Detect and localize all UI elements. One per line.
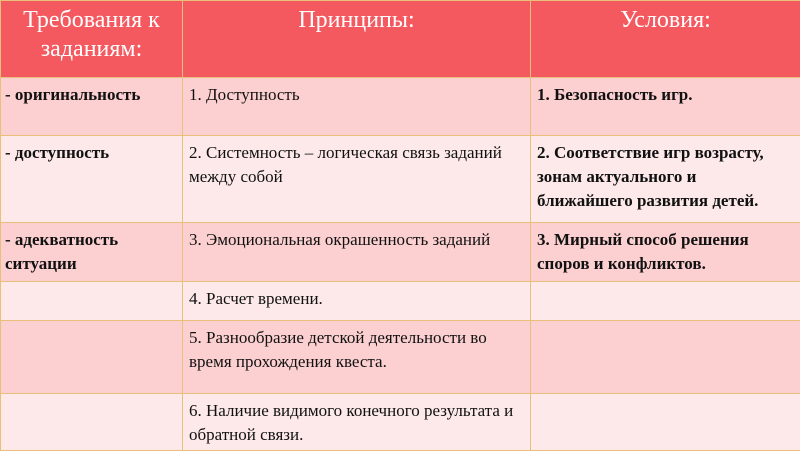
principle-cell: 5. Разнообразие детской деятельности во время прохождения квеста. [183,321,531,394]
requirement-cell [1,321,183,394]
requirement-cell [1,282,183,321]
requirement-cell: - адекватность ситуации [1,223,183,282]
condition-cell [531,394,800,451]
table-row [1,136,800,223]
condition-cell: 3. Мирный способ решения споров и конфликтов. [531,223,800,282]
table-row [1,394,800,451]
table-row [1,78,800,136]
requirement-cell: - оригинальность [1,78,183,136]
requirement-cell: - доступность [1,136,183,223]
header-principles: Принципы: [183,1,531,78]
condition-cell [531,321,800,394]
principle-cell: 6. Наличие видимого конечного результата и обратной связи. [183,394,531,451]
header-requirements: Требования к заданиям: [1,1,183,78]
principle-cell: 1. Доступность [183,78,531,136]
condition-cell: 2. Соответствие игр возрасту, зонам актуального и ближайшего развития детей. [531,136,800,223]
table-row [1,282,800,321]
requirement-cell [1,394,183,451]
principle-cell: 4. Расчет времени. [183,282,531,321]
header-conditions: Условия: [531,1,800,78]
table-row [1,223,800,282]
condition-cell [531,282,800,321]
table-row [1,321,800,394]
header-row [1,1,800,78]
principle-cell: 2. Системность – логическая связь заданий между собой [183,136,531,223]
principle-cell: 3. Эмоциональная окрашенность заданий [183,223,531,282]
condition-cell: 1. Безопасность игр. [531,78,800,136]
